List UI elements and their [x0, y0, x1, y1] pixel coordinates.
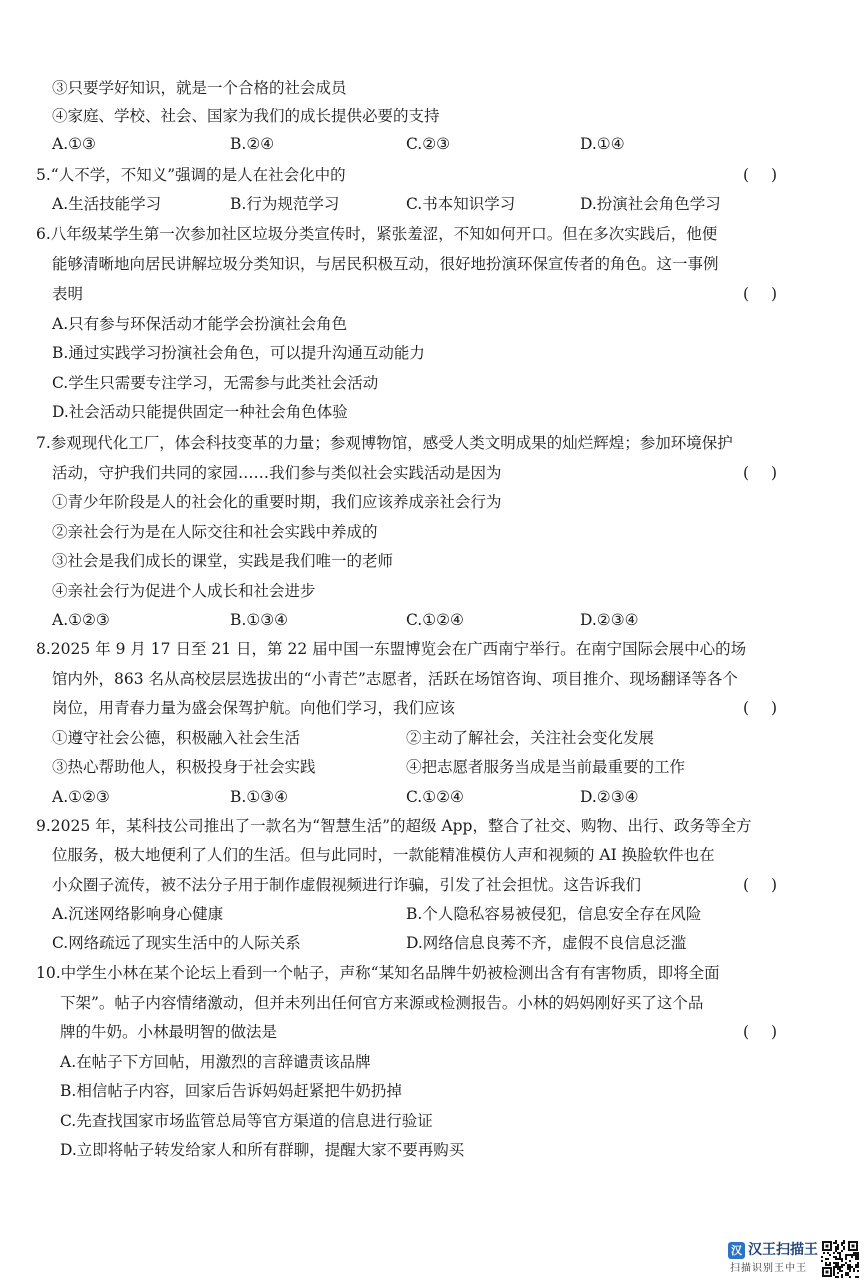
line-text: B.①③④ [230, 788, 289, 806]
scanner-tagline: 扫描识别王中王 [730, 1263, 807, 1274]
line-text: C.网络疏远了现实生活中的人际关系 [52, 934, 301, 952]
text-line [0, 1108, 867, 1134]
answer-parentheses: () [743, 699, 800, 717]
text-line [0, 460, 867, 486]
line-text: 小众圈子流传，被不法分子用于制作虚假视频进行诈骗，引发了社会担忧。这告诉我们 [52, 876, 642, 894]
line-text: 能够清晰地向居民讲解垃圾分类知识，与居民积极互动，很好地扮演环保宣传者的角色。这一事例 [52, 255, 719, 273]
line-text: 馆内外，863 名从高校层层选拔出的“小青芒”志愿者，活跃在场馆咨询、项目推介、现场翻译等各个 [52, 670, 738, 688]
text-line [0, 399, 867, 425]
text-line [0, 519, 867, 545]
text-line [0, 901, 867, 927]
line-text: 5.“人不学，不知义”强调的是人在社会化中的 [36, 166, 346, 184]
line-text: C.②③ [406, 135, 451, 153]
line-text: A.①③ [52, 135, 96, 153]
text-line [0, 370, 867, 396]
text-line [0, 607, 867, 633]
answer-parentheses: () [743, 285, 800, 303]
line-text: 7.参观现代化工厂，体会科技变革的力量；参观博物馆，感受人类文明成果的灿烂辉煌；参加环境保护 [36, 434, 733, 452]
line-text: ③热心帮助他人，积极投身于社会实践 [52, 758, 316, 776]
text-line [0, 489, 867, 515]
text-line [0, 1137, 867, 1163]
line-text: A.在帖子下方回帖，用激烈的言辞谴责该品牌 [60, 1053, 371, 1071]
text-line [0, 311, 867, 337]
text-line [0, 103, 867, 129]
text-line [0, 813, 867, 839]
text-line [0, 75, 867, 101]
line-text: 牌的牛奶。小林最明智的做法是 [60, 1023, 278, 1041]
line-text: ③只要学好知识，就是一个合格的社会成员 [52, 79, 347, 97]
line-text: 活动，守护我们共同的家园……我们参与类似社会实践活动是因为 [52, 464, 502, 482]
line-text: A.只有参与环保活动才能学会扮演社会角色 [52, 315, 348, 333]
line-text: C.先查找国家市场监管总局等官方渠道的信息进行验证 [60, 1112, 433, 1130]
text-line [0, 1078, 867, 1104]
line-text: 10.中学生小林在某个论坛上看到一个帖子，声称“某知名品牌牛奶被检测出含有有害物质，即将全面 [36, 964, 720, 982]
text-line [0, 221, 867, 247]
answer-parentheses: () [743, 876, 800, 894]
text-line [0, 784, 867, 810]
line-text: 下架”。帖子内容情绪激动，但并未列出任何官方来源或检测报告。小林的妈妈刚好买了这个品 [60, 994, 704, 1012]
line-text: B.通过实践学习扮演社会角色，可以提升沟通互动能力 [52, 344, 425, 362]
text-line [0, 666, 867, 692]
line-text: B.相信帖子内容，回家后告诉妈妈赶紧把牛奶扔掉 [60, 1082, 402, 1100]
line-text: C.①②④ [406, 611, 464, 629]
text-line [0, 251, 867, 277]
line-text: A.①②③ [52, 611, 110, 629]
answer-parentheses: () [743, 1023, 800, 1041]
line-text: ①青少年阶段是人的社会化的重要时期，我们应该养成亲社会行为 [52, 493, 502, 511]
line-text: A.①②③ [52, 788, 110, 806]
line-text: D.扮演社会角色学习 [580, 195, 721, 213]
text-line [0, 990, 867, 1016]
line-text: ③社会是我们成长的课堂，实践是我们唯一的老师 [52, 552, 394, 570]
qr-code-icon [821, 1240, 859, 1278]
line-text: ②亲社会行为是在人际交往和社会实践中养成的 [52, 523, 378, 541]
line-text: D.网络信息良莠不齐，虚假不良信息泛滥 [406, 934, 687, 952]
text-line [0, 695, 867, 721]
text-line [0, 1019, 867, 1045]
text-line [0, 548, 867, 574]
line-text: 6.八年级某学生第一次参加社区垃圾分类宣传时，紧张羞涩，不知如何开口。但在多次实践后，他便 [36, 225, 718, 243]
line-text: ①遵守社会公德，积极融入社会生活 [52, 729, 301, 747]
line-text: D.②③④ [580, 788, 639, 806]
text-line [0, 872, 867, 898]
line-text: D.①④ [580, 135, 625, 153]
answer-parentheses: () [743, 464, 800, 482]
line-text: ④家庭、学校、社会、国家为我们的成长提供必要的支持 [52, 107, 440, 125]
text-line [0, 930, 867, 956]
answer-parentheses: () [743, 166, 800, 184]
line-text: B.行为规范学习 [230, 195, 340, 213]
text-line [0, 754, 867, 780]
text-line [0, 191, 867, 217]
line-text: C.学生只需要专注学习，无需参与此类社会活动 [52, 374, 379, 392]
scanner-brand-name: 汉王扫描王 [748, 1242, 818, 1258]
line-text: D.立即将帖子转发给家人和所有群聊，提醒大家不要再购买 [60, 1141, 465, 1159]
text-line [0, 131, 867, 157]
line-text: 9.2025 年，某科技公司推出了一款名为“智慧生活”的超级 App，整合了社交、购物、出行、政务等全方 [36, 817, 752, 835]
line-text: A.沉迷网络影响身心健康 [52, 905, 224, 923]
text-line [0, 636, 867, 662]
line-text: B.①③④ [230, 611, 289, 629]
text-line [0, 340, 867, 366]
line-text: B.个人隐私容易被侵犯，信息安全存在风险 [406, 905, 702, 923]
line-text: ②主动了解社会，关注社会变化发展 [406, 729, 655, 747]
text-line [0, 1049, 867, 1075]
text-line [0, 430, 867, 456]
text-line [0, 281, 867, 307]
line-text: C.书本知识学习 [406, 195, 516, 213]
line-text: ④亲社会行为促进个人成长和社会进步 [52, 582, 316, 600]
line-text: A.生活技能学习 [52, 195, 162, 213]
text-line [0, 960, 867, 986]
line-text: ④把志愿者服务当成是当前最重要的工作 [406, 758, 686, 776]
line-text: D.社会活动只能提供固定一种社会角色体验 [52, 403, 348, 421]
text-line [0, 842, 867, 868]
line-text: C.①②④ [406, 788, 464, 806]
line-text: D.②③④ [580, 611, 639, 629]
line-text: 表明 [52, 285, 84, 303]
line-text: 8.2025 年 9 月 17 日至 21 日，第 22 届中国一东盟博览会在广西南宁举行。在南宁国际会展中心的场 [36, 640, 747, 658]
line-text: 位服务，极大地便利了人们的生活。但与此同时，一款能精准模仿人声和视频的 AI 换脸软件也在 [52, 846, 715, 864]
scanner-logo-icon: 汉 [728, 1242, 745, 1259]
text-line [0, 725, 867, 751]
text-line [0, 162, 867, 188]
line-text: B.②④ [230, 135, 275, 153]
text-line [0, 578, 867, 604]
line-text: 岗位，用青春力量为盛会保驾护航。向他们学习，我们应该 [52, 699, 456, 717]
